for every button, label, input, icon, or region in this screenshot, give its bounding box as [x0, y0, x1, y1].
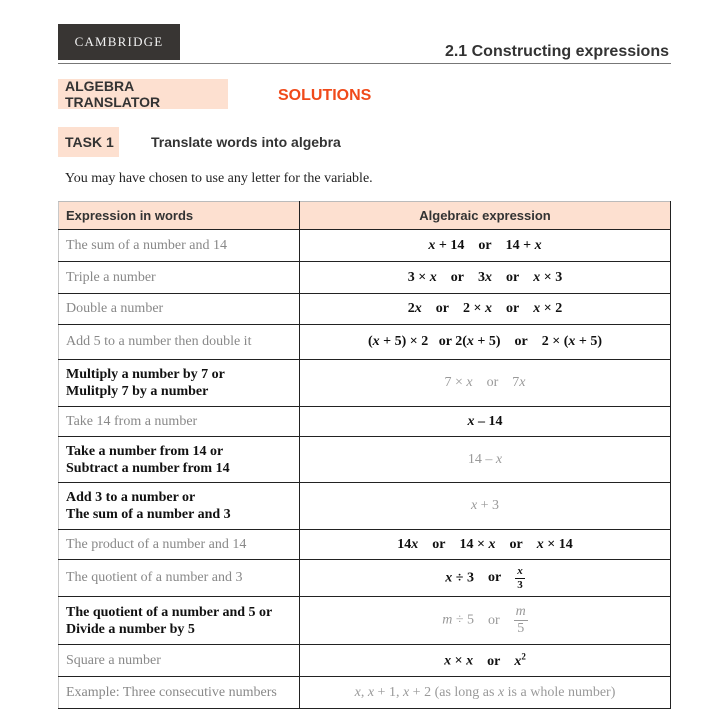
logo-text: CAMBRIDGE — [74, 34, 164, 49]
expression-part: x + 14 — [428, 237, 465, 253]
expression-in-words-cell — [59, 645, 300, 677]
words-line: The quotient of a number and 3 — [66, 570, 243, 585]
fraction-denominator: 3 — [517, 578, 523, 591]
words-line: Add 5 to a number then double it — [66, 334, 252, 349]
algebraic-expression-cell — [300, 360, 671, 407]
words-line: Mulitply 7 by a number — [66, 384, 209, 399]
expression-part: 14 + x — [505, 237, 542, 253]
or-separator: or — [486, 375, 499, 390]
table-row — [59, 645, 671, 677]
expression-in-words-cell — [59, 325, 300, 360]
expression-in-words-cell — [59, 437, 300, 483]
words-line: Square a number — [66, 652, 161, 668]
fraction — [514, 605, 528, 636]
expression-in-words-cell — [59, 530, 300, 560]
table-row — [59, 437, 671, 483]
expression-in-words-cell — [59, 262, 300, 294]
words-line: Example: Three consecutive numbers — [66, 684, 277, 700]
cambridge-logo — [58, 24, 180, 60]
or-separator: or — [487, 570, 502, 586]
expression-in-words-cell — [59, 597, 300, 645]
or-separator: or — [487, 653, 501, 669]
solutions-heading: SOLUTIONS — [278, 87, 372, 104]
expression-part: 7x — [512, 375, 526, 390]
algebra-translator-tag — [58, 79, 228, 109]
expression-in-words-cell — [59, 294, 300, 325]
fraction-numerator: m — [515, 604, 526, 619]
or-separator: or — [450, 269, 464, 285]
expression-part: x × 2 — [533, 301, 563, 316]
intro-text: You may have chosen to use any letter for the variable. — [65, 171, 373, 186]
expression-part: or 2(x + 5) — [438, 334, 501, 349]
words-line: Take a number from 14 or — [66, 443, 224, 459]
expression-part: x × 14 — [536, 536, 573, 552]
header-algebraic-expression: Algebraic expression — [300, 202, 671, 230]
or-separator: or — [509, 536, 523, 552]
words-line: Double a number — [66, 301, 164, 316]
expression-part: x × 3 — [533, 269, 563, 285]
expression-part: x, x + 1, x + 2 (as long as x is a whole number) — [354, 684, 616, 700]
algebraic-expression-cell — [300, 560, 671, 597]
table-row — [59, 530, 671, 560]
words-line: Add 3 to a number or — [66, 490, 196, 505]
table-row — [59, 262, 671, 294]
or-separator: or — [432, 536, 446, 552]
expression-part: 3x — [478, 269, 492, 285]
words-line: The sum of a number and 3 — [66, 507, 231, 522]
algebraic-expression-cell — [300, 437, 671, 483]
table-body — [59, 230, 671, 709]
algebra-translator-label: ALGEBRA TRANSLATOR — [65, 78, 161, 110]
or-separator: or — [514, 334, 528, 349]
table-header-row — [59, 202, 671, 230]
fraction — [515, 566, 525, 591]
algebraic-expression-cell — [300, 530, 671, 560]
expression-in-words-cell — [59, 560, 300, 597]
expression-part: $x^2$ — [514, 651, 526, 669]
expression-part: x – 14 — [467, 413, 503, 429]
section-title: 2.1 Constructing expressions — [444, 43, 669, 60]
expression-part: x + 3 — [470, 498, 500, 513]
algebraic-expression-cell — [300, 645, 671, 677]
expression-part: 7 × x — [444, 375, 473, 390]
task-title: Translate words into algebra — [151, 134, 341, 150]
algebraic-expression-cell — [300, 294, 671, 325]
task-label: TASK 1 — [65, 134, 114, 150]
words-line: The quotient of a number and 5 or — [66, 604, 273, 620]
expression-in-words-cell — [59, 360, 300, 407]
expression-part: x × x — [444, 653, 474, 669]
expression-table — [58, 201, 671, 709]
table-row — [59, 325, 671, 360]
table-row — [59, 597, 671, 645]
or-separator: or — [506, 301, 520, 316]
or-separator: or — [488, 612, 500, 628]
algebraic-expression-cell — [300, 597, 671, 645]
algebraic-expression-cell — [300, 262, 671, 294]
words-line: The sum of a number and 14 — [66, 237, 227, 253]
algebraic-expression-cell — [300, 407, 671, 437]
fraction-denominator: 5 — [517, 621, 525, 636]
words-line: The product of a number and 14 — [66, 536, 247, 552]
table-row — [59, 560, 671, 597]
algebraic-expression-cell — [300, 325, 671, 360]
expression-in-words-cell — [59, 230, 300, 262]
expression-part: 14x — [397, 536, 419, 552]
expression-part: 2x — [407, 301, 422, 316]
or-separator: or — [506, 269, 520, 285]
header-divider — [58, 63, 671, 64]
table-row — [59, 230, 671, 262]
table-row — [59, 294, 671, 325]
expression-part: m ÷ 5 — [442, 612, 474, 628]
expression-part: 2 × x — [463, 301, 492, 316]
expression-part: 14 – x — [467, 451, 503, 467]
header-expression-in-words: Expression in words — [59, 202, 300, 230]
algebraic-expression-cell — [300, 483, 671, 530]
algebraic-expression-cell — [300, 677, 671, 709]
words-line: Take 14 from a number — [66, 413, 198, 429]
expression-part: x ÷ 3 — [445, 570, 474, 586]
or-separator: or — [435, 301, 450, 316]
expression-part: 2 × (x + 5) — [541, 334, 603, 349]
or-separator: or — [478, 237, 492, 253]
table-row — [59, 677, 671, 709]
words-line: Divide a number by 5 — [66, 621, 195, 637]
expression-in-words-cell — [59, 677, 300, 709]
fraction-numerator: x — [517, 564, 523, 577]
table-row — [59, 407, 671, 437]
expression-in-words-cell — [59, 483, 300, 530]
table-row — [59, 360, 671, 407]
words-line: Multiply a number by 7 or — [66, 367, 225, 382]
algebraic-expression-cell — [300, 230, 671, 262]
expression-part: 3 × x — [407, 269, 437, 285]
words-line: Subtract a number from 14 — [66, 460, 230, 476]
words-line: Triple a number — [66, 269, 156, 285]
table-row — [59, 483, 671, 530]
expression-in-words-cell — [59, 407, 300, 437]
task-tag — [58, 127, 119, 157]
expression-part: 14 × x — [459, 536, 496, 552]
expression-part: (x + 5) × 2 — [367, 334, 429, 349]
